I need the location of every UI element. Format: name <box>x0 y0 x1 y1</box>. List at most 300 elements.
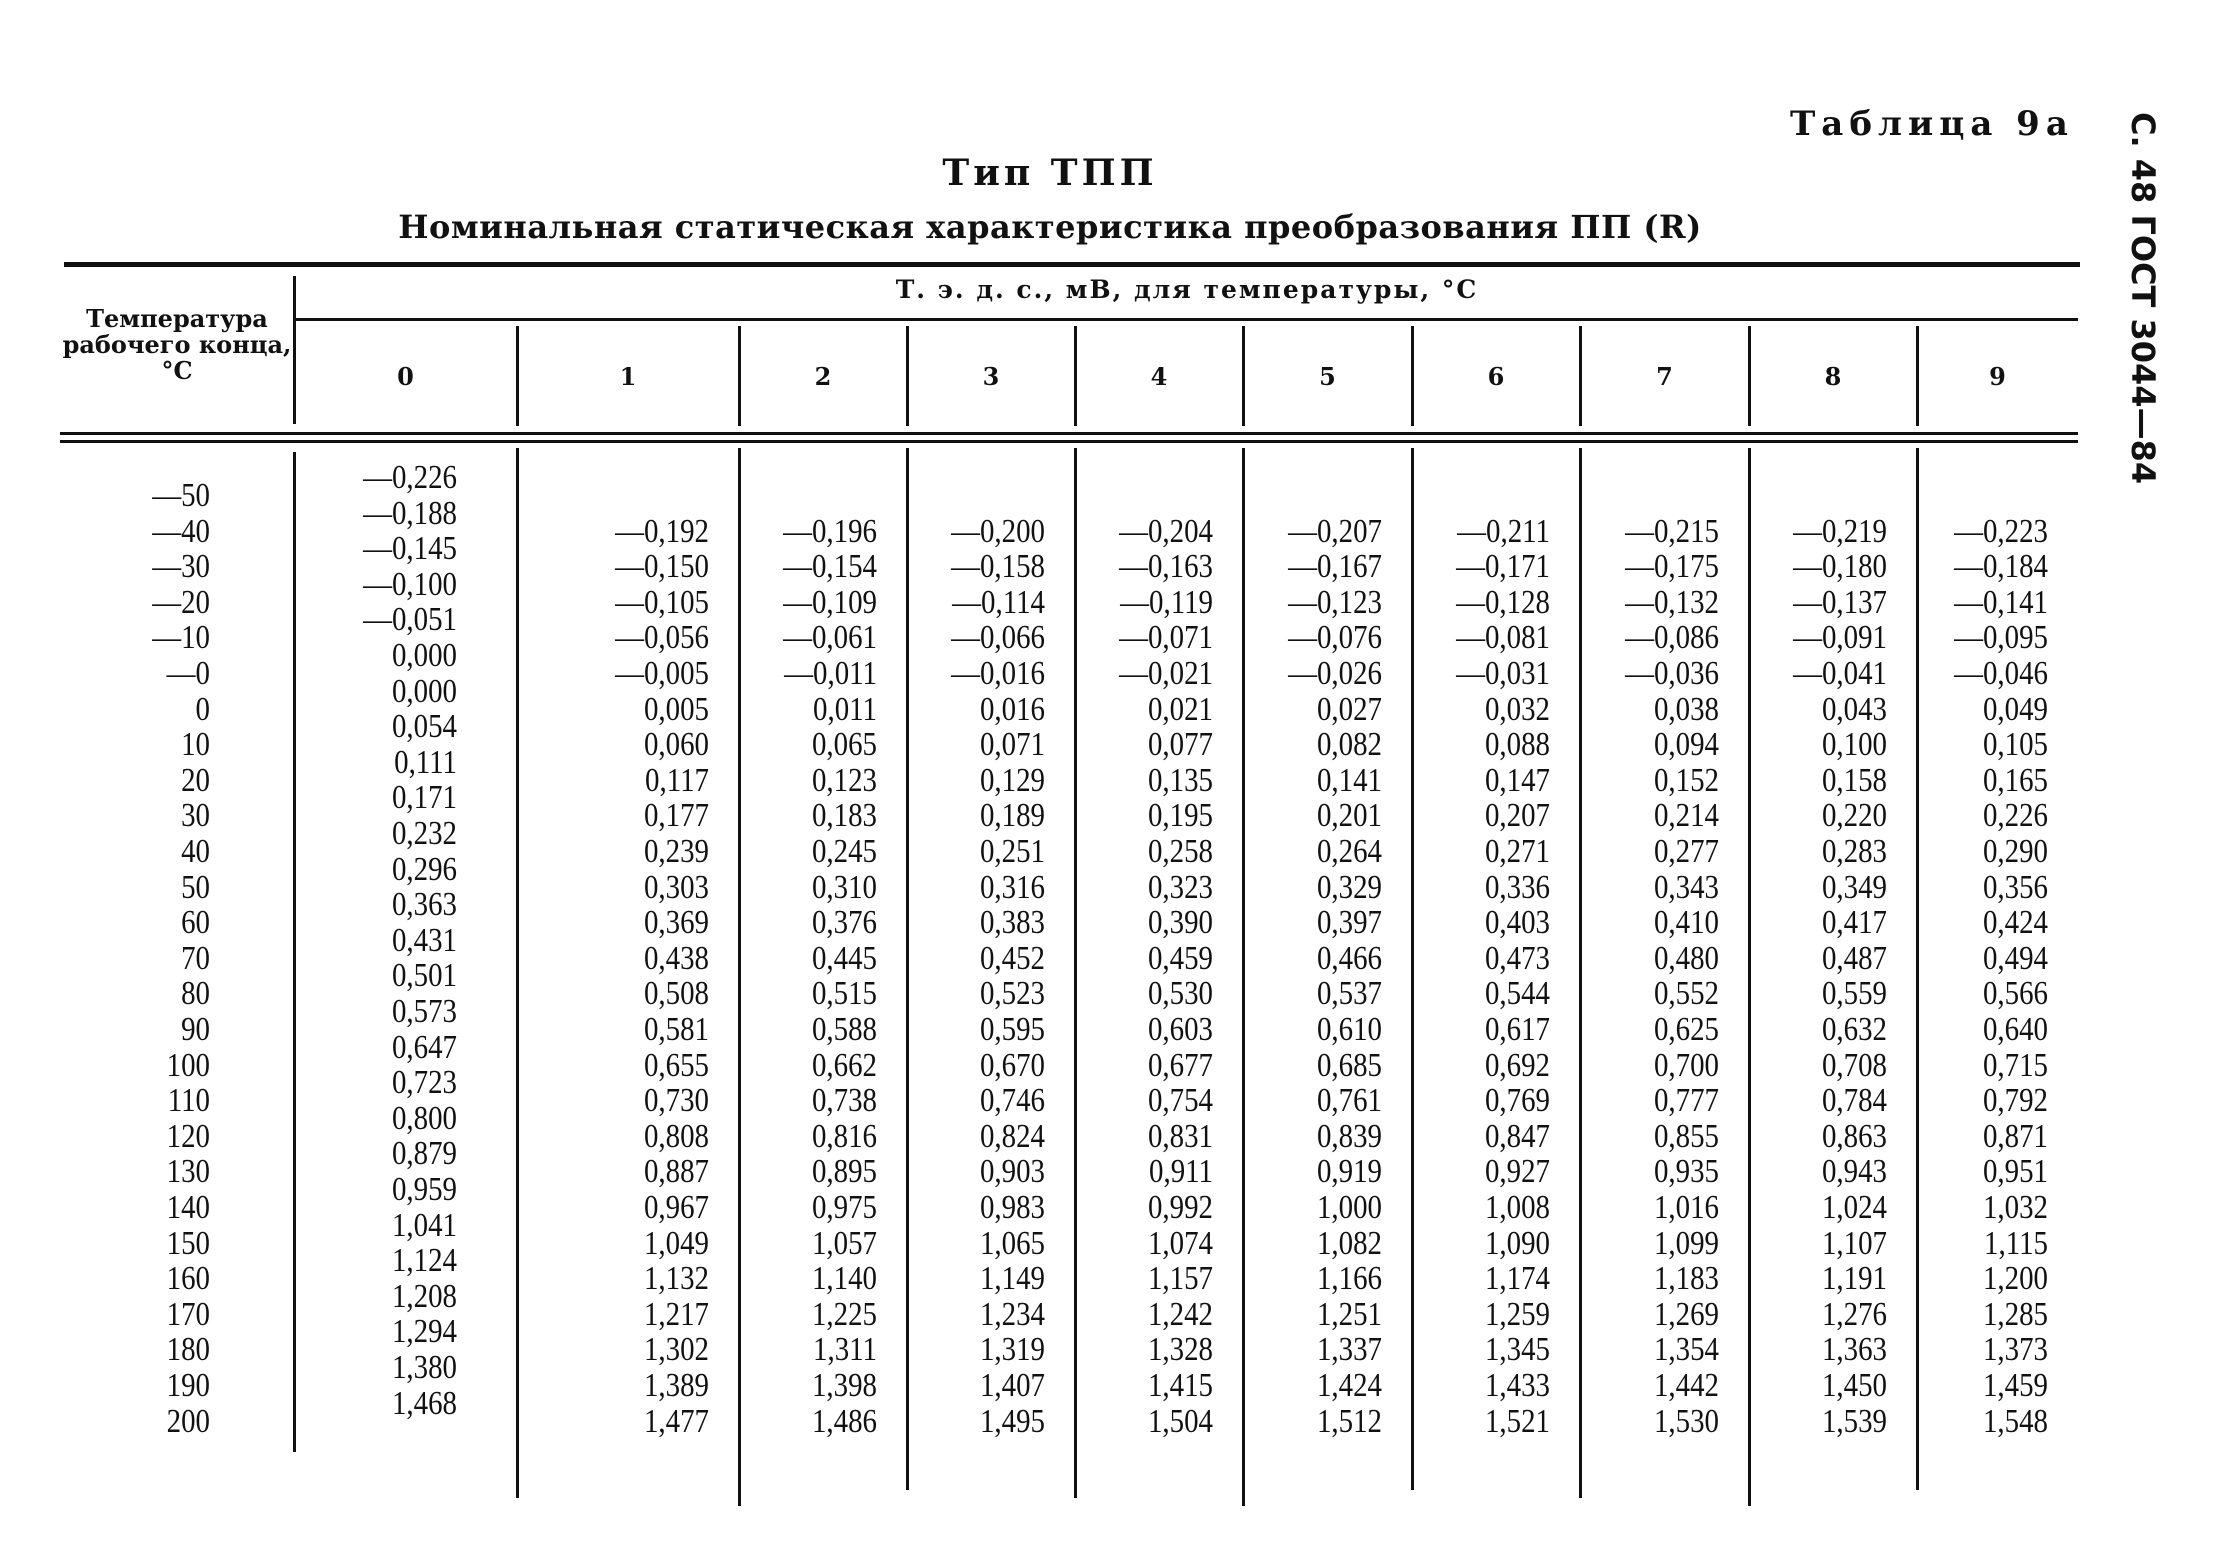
emf-cell: 1,530 <box>1653 1402 1719 1440</box>
emf-cell: 0,863 <box>1821 1117 1887 1155</box>
emf-cell: 0,588 <box>811 1011 877 1048</box>
emf-cell: —0,031 <box>1456 655 1550 692</box>
emf-cell: 0,800 <box>391 1099 457 1137</box>
emf-cell: —0,081 <box>1456 619 1550 657</box>
row-temperature: 30 <box>181 797 210 835</box>
emf-cell: 1,208 <box>391 1277 457 1315</box>
emf-cell: 1,090 <box>1484 1224 1550 1262</box>
column-divider <box>1579 448 1582 1498</box>
emf-cell: 0,397 <box>1316 904 1382 942</box>
emf-cell: —0,016 <box>951 655 1045 692</box>
row-temperature: —10 <box>152 619 210 657</box>
emf-cell: 0,473 <box>1484 939 1550 977</box>
column-divider <box>1411 326 1414 426</box>
emf-cell: 0,903 <box>979 1153 1045 1191</box>
emf-cell: 0,077 <box>1147 726 1213 764</box>
emf-cell: 1,107 <box>1821 1224 1887 1262</box>
emf-cell: 0,647 <box>391 1028 457 1066</box>
emf-cell: 0,871 <box>1982 1117 2048 1155</box>
emf-cell: 0,049 <box>1982 690 2048 728</box>
column-divider <box>738 326 741 426</box>
row-temperature: —30 <box>152 548 210 586</box>
emf-cell: 0,207 <box>1484 797 1550 835</box>
row-temperature: 60 <box>181 904 210 942</box>
emf-cell: 1,032 <box>1982 1189 2048 1226</box>
row-header-divider <box>293 276 296 424</box>
emf-cell: 0,831 <box>1147 1117 1213 1155</box>
emf-cell: 0,000 <box>391 672 457 710</box>
emf-cell: 0,158 <box>1821 761 1887 799</box>
emf-cell: 0,316 <box>979 868 1045 906</box>
emf-cell: 0,523 <box>979 975 1045 1013</box>
table-top-rule <box>64 262 2080 267</box>
emf-cell: 1,269 <box>1653 1295 1719 1333</box>
emf-cell: 1,008 <box>1484 1189 1550 1226</box>
row-temperature: 160 <box>166 1260 210 1298</box>
row-temperature: 90 <box>181 1011 210 1048</box>
emf-cell: 0,530 <box>1147 975 1213 1013</box>
emf-cell: 0,032 <box>1484 690 1550 728</box>
emf-cell: 0,438 <box>643 939 709 977</box>
emf-cell: 0,566 <box>1982 975 2048 1013</box>
type-title: Тип ТПП <box>942 152 1158 194</box>
row-temperature: 0 <box>195 690 210 728</box>
emf-cell: 0,417 <box>1821 904 1887 942</box>
emf-cell: 0,935 <box>1653 1153 1719 1191</box>
emf-cell: 1,337 <box>1316 1331 1382 1369</box>
emf-cell: 0,011 <box>813 690 877 728</box>
emf-cell: 0,895 <box>811 1153 877 1191</box>
emf-cell: 1,140 <box>811 1260 877 1298</box>
emf-cell: 0,967 <box>643 1189 709 1226</box>
emf-cell: 0,376 <box>811 904 877 942</box>
emf-cell: —0,091 <box>1793 619 1887 657</box>
emf-cell: 0,911 <box>1149 1153 1213 1191</box>
emf-cell: 0,082 <box>1316 726 1382 764</box>
emf-cell: 1,311 <box>813 1331 877 1369</box>
header-bottom-rule-1 <box>60 432 2078 435</box>
emf-cell: —0,215 <box>1625 512 1719 550</box>
emf-cell: 1,183 <box>1653 1260 1719 1298</box>
emf-cell: 1,251 <box>1316 1295 1382 1333</box>
emf-cell: 1,149 <box>979 1260 1045 1298</box>
emf-cell: 0,410 <box>1653 904 1719 942</box>
emf-cell: 0,232 <box>391 815 457 852</box>
emf-cell: —0,066 <box>951 619 1045 657</box>
emf-cell: —0,154 <box>783 548 877 586</box>
emf-cell: 0,879 <box>391 1135 457 1173</box>
emf-cell: 0,283 <box>1821 833 1887 870</box>
column-divider <box>516 326 519 426</box>
row-temperature: 150 <box>166 1224 210 1262</box>
emf-cell: —0,114 <box>952 583 1045 621</box>
emf-cell: —0,036 <box>1625 655 1719 692</box>
emf-cell: 0,617 <box>1484 1011 1550 1048</box>
emf-cell: 0,177 <box>643 797 709 835</box>
emf-cell: 1,242 <box>1147 1295 1213 1333</box>
column-header-9: 9 <box>1989 362 2006 391</box>
emf-cell: 0,595 <box>979 1011 1045 1048</box>
emf-cell: 0,239 <box>643 833 709 870</box>
emf-cell: 0,349 <box>1821 868 1887 906</box>
group-header-label: Т. э. д. с., мВ, для температуры, °С <box>895 275 1479 304</box>
emf-cell: 0,117 <box>645 761 709 799</box>
emf-cell: 0,251 <box>979 833 1045 870</box>
emf-cell: 1,099 <box>1653 1224 1719 1262</box>
emf-cell: 0,508 <box>643 975 709 1013</box>
emf-cell: 1,057 <box>811 1224 877 1262</box>
emf-cell: 0,723 <box>391 1064 457 1102</box>
emf-cell: 0,016 <box>979 690 1045 728</box>
emf-cell: —0,180 <box>1793 548 1887 586</box>
emf-cell: 0,494 <box>1982 939 2048 977</box>
emf-cell: —0,188 <box>363 494 457 532</box>
emf-cell: 1,450 <box>1821 1367 1887 1404</box>
emf-cell: —0,105 <box>615 583 709 621</box>
emf-cell: —0,119 <box>1120 583 1213 621</box>
emf-cell: 0,887 <box>643 1153 709 1191</box>
column-divider <box>1242 448 1245 1506</box>
row-temperature: —50 <box>152 477 210 514</box>
emf-cell: —0,021 <box>1119 655 1213 692</box>
emf-cell: —0,011 <box>784 655 877 692</box>
emf-cell: 0,501 <box>391 957 457 995</box>
emf-cell: —0,076 <box>1288 619 1382 657</box>
emf-cell: 0,065 <box>811 726 877 764</box>
column-header-1: 1 <box>619 362 637 391</box>
emf-cell: 1,285 <box>1982 1295 2048 1333</box>
emf-cell: 0,323 <box>1147 868 1213 906</box>
emf-cell: —0,026 <box>1288 655 1382 692</box>
emf-cell: 0,105 <box>1982 726 2048 764</box>
emf-cell: 1,302 <box>643 1331 709 1369</box>
emf-cell: 0,245 <box>811 833 877 870</box>
emf-cell: 0,277 <box>1653 833 1719 870</box>
emf-cell: 0,094 <box>1653 726 1719 764</box>
emf-cell: 1,328 <box>1147 1331 1213 1369</box>
emf-cell: 1,389 <box>643 1367 709 1404</box>
emf-cell: 1,380 <box>391 1349 457 1386</box>
emf-cell: 1,000 <box>1316 1189 1382 1226</box>
row-label-divider <box>293 452 296 1452</box>
emf-cell: 0,559 <box>1821 975 1887 1013</box>
column-divider <box>516 448 519 1498</box>
emf-cell: 1,521 <box>1484 1402 1550 1440</box>
emf-cell: 0,552 <box>1653 975 1719 1013</box>
row-temperature: 40 <box>181 833 210 870</box>
emf-cell: 0,201 <box>1316 797 1382 835</box>
emf-cell: 0,303 <box>643 868 709 906</box>
emf-cell: 0,581 <box>643 1011 709 1048</box>
emf-cell: —0,158 <box>951 548 1045 586</box>
emf-cell: 1,495 <box>979 1402 1045 1440</box>
column-divider <box>1074 326 1077 426</box>
emf-cell: 1,539 <box>1821 1402 1887 1440</box>
emf-cell: 1,354 <box>1653 1331 1719 1369</box>
emf-cell: 0,310 <box>811 868 877 906</box>
emf-cell: 0,088 <box>1484 726 1550 764</box>
column-header-6: 6 <box>1487 362 1505 391</box>
emf-cell: 1,407 <box>979 1367 1045 1404</box>
row-temperature: —0 <box>166 655 210 692</box>
emf-cell: 0,195 <box>1147 797 1213 835</box>
emf-cell: 1,424 <box>1316 1367 1382 1404</box>
emf-cell: 0,777 <box>1653 1082 1719 1120</box>
emf-cell: 0,816 <box>811 1117 877 1155</box>
emf-cell: 1,166 <box>1316 1260 1382 1298</box>
emf-cell: 1,294 <box>391 1313 457 1351</box>
emf-cell: 0,226 <box>1982 797 2048 835</box>
emf-cell: 0,792 <box>1982 1082 2048 1120</box>
emf-cell: 0,685 <box>1316 1046 1382 1084</box>
emf-cell: 0,424 <box>1982 904 2048 942</box>
emf-cell: 1,345 <box>1484 1331 1550 1369</box>
emf-cell: 0,038 <box>1653 690 1719 728</box>
emf-cell: 0,730 <box>643 1082 709 1120</box>
page-side-label <box>2118 112 2166 485</box>
emf-cell: —0,128 <box>1456 583 1550 621</box>
emf-cell: 1,115 <box>1984 1224 2048 1262</box>
column-header-8: 8 <box>1824 362 1842 391</box>
emf-cell: 0,640 <box>1982 1011 2048 1048</box>
emf-cell: 1,477 <box>643 1402 709 1440</box>
emf-cell: —0,123 <box>1288 583 1382 621</box>
column-header-3: 3 <box>982 362 1000 391</box>
column-header-7: 7 <box>1656 362 1673 391</box>
row-temperature: 20 <box>181 761 210 799</box>
row-temperature: 190 <box>166 1367 210 1404</box>
emf-cell: 0,466 <box>1316 939 1382 977</box>
emf-cell: 0,487 <box>1821 939 1887 977</box>
emf-cell: 0,784 <box>1821 1082 1887 1120</box>
emf-cell: 0,431 <box>391 921 457 959</box>
row-temperature: 100 <box>166 1046 210 1084</box>
emf-cell: 1,415 <box>1147 1367 1213 1404</box>
emf-cell: —0,167 <box>1288 548 1382 586</box>
emf-cell: —0,109 <box>783 583 877 621</box>
emf-cell: 0,708 <box>1821 1046 1887 1084</box>
emf-cell: —0,071 <box>1119 619 1213 657</box>
emf-cell: 0,573 <box>391 993 457 1030</box>
emf-cell: —0,056 <box>615 619 709 657</box>
emf-cell: 0,746 <box>979 1082 1045 1120</box>
emf-cell: 0,183 <box>811 797 877 835</box>
row-temperature: —40 <box>152 512 210 550</box>
emf-cell: 0,071 <box>979 726 1045 764</box>
emf-cell: 1,468 <box>391 1384 457 1422</box>
emf-cell: —0,211 <box>1457 512 1550 550</box>
emf-cell: 0,445 <box>811 939 877 977</box>
emf-cell: 0,983 <box>979 1189 1045 1226</box>
emf-cell: 0,258 <box>1147 833 1213 870</box>
emf-cell: —0,141 <box>1954 583 2048 621</box>
emf-cell: 0,123 <box>811 761 877 799</box>
row-temperature: 130 <box>166 1153 210 1191</box>
emf-cell: 0,515 <box>811 975 877 1013</box>
emf-cell: 1,319 <box>979 1331 1045 1369</box>
emf-cell: —0,192 <box>615 512 709 550</box>
emf-cell: 0,005 <box>643 690 709 728</box>
emf-cell: 0,919 <box>1316 1153 1382 1191</box>
emf-cell: —0,061 <box>783 619 877 657</box>
emf-cell: 0,692 <box>1484 1046 1550 1084</box>
emf-cell: —0,150 <box>615 548 709 586</box>
emf-cell: 0,959 <box>391 1171 457 1208</box>
emf-cell: 0,662 <box>811 1046 877 1084</box>
column-divider <box>906 326 909 426</box>
emf-cell: 1,082 <box>1316 1224 1382 1262</box>
emf-cell: —0,137 <box>1793 583 1887 621</box>
emf-cell: —0,171 <box>1456 548 1550 586</box>
row-header-label: Температура рабочего конца, °С <box>62 304 292 385</box>
group-header-rule <box>296 318 2078 321</box>
emf-cell: 0,343 <box>1653 868 1719 906</box>
emf-cell: 0,356 <box>1982 868 2048 906</box>
table-number-label: Таблица 9а <box>1790 104 2074 144</box>
emf-cell: 0,027 <box>1316 690 1382 728</box>
emf-cell: 0,700 <box>1653 1046 1719 1084</box>
emf-cell: 1,041 <box>391 1206 457 1244</box>
emf-cell: 1,259 <box>1484 1295 1550 1333</box>
emf-cell: —0,163 <box>1119 548 1213 586</box>
emf-cell: 0,054 <box>391 708 457 746</box>
emf-cell: 0,329 <box>1316 868 1382 906</box>
column-divider <box>1579 326 1582 426</box>
emf-cell: —0,200 <box>951 512 1045 550</box>
column-divider <box>1916 326 1919 426</box>
emf-cell: —0,132 <box>1625 583 1719 621</box>
column-header-2: 2 <box>814 362 832 391</box>
emf-cell: 1,132 <box>643 1260 709 1298</box>
emf-cell: 0,480 <box>1653 939 1719 977</box>
emf-cell: 0,847 <box>1484 1117 1550 1155</box>
emf-cell: 0,165 <box>1982 761 2048 799</box>
emf-cell: 1,276 <box>1821 1295 1887 1333</box>
emf-cell: 0,363 <box>391 886 457 924</box>
emf-cell: 0,992 <box>1147 1189 1213 1226</box>
emf-cell: 0,021 <box>1147 690 1213 728</box>
header-bottom-rule-2 <box>60 440 2078 443</box>
row-temperature: 200 <box>166 1402 210 1440</box>
row-temperature: —20 <box>152 583 210 621</box>
column-header-4: 4 <box>1150 362 1168 391</box>
row-temperature: 10 <box>181 726 210 764</box>
emf-cell: 0,855 <box>1653 1117 1719 1155</box>
emf-cell: 1,124 <box>391 1242 457 1280</box>
column-divider <box>1242 326 1245 426</box>
emf-cell: —0,005 <box>615 655 709 692</box>
emf-cell: 1,225 <box>811 1295 877 1333</box>
emf-cell: 0,135 <box>1147 761 1213 799</box>
emf-cell: 0,537 <box>1316 975 1382 1013</box>
emf-cell: 1,200 <box>1982 1260 2048 1298</box>
emf-cell: —0,204 <box>1119 512 1213 550</box>
emf-cell: 0,670 <box>979 1046 1045 1084</box>
emf-cell: 1,157 <box>1147 1260 1213 1298</box>
emf-cell: 0,100 <box>1821 726 1887 764</box>
emf-cell: 0,715 <box>1982 1046 2048 1084</box>
emf-cell: —0,145 <box>363 530 457 568</box>
row-temperature: 170 <box>166 1295 210 1333</box>
emf-cell: —0,184 <box>1954 548 2048 586</box>
emf-cell: 0,677 <box>1147 1046 1213 1084</box>
emf-cell: —0,223 <box>1954 512 2048 550</box>
emf-cell: 0,390 <box>1147 904 1213 942</box>
column-header-5: 5 <box>1319 362 1336 391</box>
emf-cell: 1,373 <box>1982 1331 2048 1369</box>
emf-cell: 0,603 <box>1147 1011 1213 1048</box>
emf-cell: 1,016 <box>1653 1189 1719 1226</box>
emf-cell: 0,839 <box>1316 1117 1382 1155</box>
emf-cell: 1,459 <box>1982 1367 2048 1404</box>
emf-cell: 0,610 <box>1316 1011 1382 1048</box>
emf-cell: 1,398 <box>811 1367 877 1404</box>
emf-cell: 0,625 <box>1653 1011 1719 1048</box>
emf-cell: —0,226 <box>363 459 457 496</box>
emf-cell: 0,147 <box>1484 761 1550 799</box>
emf-cell: —0,041 <box>1793 655 1887 692</box>
emf-cell: 0,808 <box>643 1117 709 1155</box>
emf-cell: 0,452 <box>979 939 1045 977</box>
emf-cell: —0,095 <box>1954 619 2048 657</box>
emf-cell: 0,824 <box>979 1117 1045 1155</box>
emf-cell: —0,175 <box>1625 548 1719 586</box>
emf-cell: 1,504 <box>1147 1402 1213 1440</box>
emf-cell: 0,975 <box>811 1189 877 1226</box>
emf-cell: 0,336 <box>1484 868 1550 906</box>
emf-cell: 0,769 <box>1484 1082 1550 1120</box>
row-temperature: 80 <box>181 975 210 1013</box>
emf-cell: —0,051 <box>363 601 457 639</box>
emf-cell: 1,363 <box>1821 1331 1887 1369</box>
side-label-text: С. 48 ГОСТ 3044—84 <box>2124 112 2162 485</box>
emf-cell: 0,632 <box>1821 1011 1887 1048</box>
emf-cell: 0,369 <box>643 904 709 942</box>
emf-cell: 1,234 <box>979 1295 1045 1333</box>
emf-cell: 1,049 <box>643 1224 709 1262</box>
emf-cell: 1,217 <box>643 1295 709 1333</box>
emf-cell: 1,065 <box>979 1224 1045 1262</box>
emf-cell: 0,951 <box>1982 1153 2048 1191</box>
emf-cell: 0,761 <box>1316 1082 1382 1120</box>
emf-cell: —0,046 <box>1954 655 2048 692</box>
emf-cell: 0,189 <box>979 797 1045 835</box>
emf-cell: 0,290 <box>1982 833 2048 870</box>
emf-cell: 0,214 <box>1653 797 1719 835</box>
emf-cell: 0,754 <box>1147 1082 1213 1120</box>
emf-cell: 1,512 <box>1316 1402 1382 1440</box>
emf-cell: 0,111 <box>394 743 457 781</box>
emf-cell: 0,459 <box>1147 939 1213 977</box>
emf-cell: 0,943 <box>1821 1153 1887 1191</box>
emf-cell: 1,442 <box>1653 1367 1719 1404</box>
emf-cell: 0,264 <box>1316 833 1382 870</box>
emf-cell: 1,433 <box>1484 1367 1550 1404</box>
row-temperature: 110 <box>167 1082 210 1120</box>
emf-cell: 1,191 <box>1821 1260 1887 1298</box>
emf-cell: 0,296 <box>391 850 457 888</box>
emf-cell: 1,548 <box>1982 1402 2048 1440</box>
emf-cell: —0,207 <box>1288 512 1382 550</box>
emf-cell: 0,403 <box>1484 904 1550 942</box>
emf-cell: 0,738 <box>811 1082 877 1120</box>
emf-cell: 1,074 <box>1147 1224 1213 1262</box>
column-header-0: 0 <box>397 362 414 391</box>
emf-cell: 0,000 <box>391 637 457 674</box>
emf-cell: —0,196 <box>783 512 877 550</box>
emf-cell: 0,141 <box>1316 761 1382 799</box>
emf-cell: —0,100 <box>363 565 457 603</box>
